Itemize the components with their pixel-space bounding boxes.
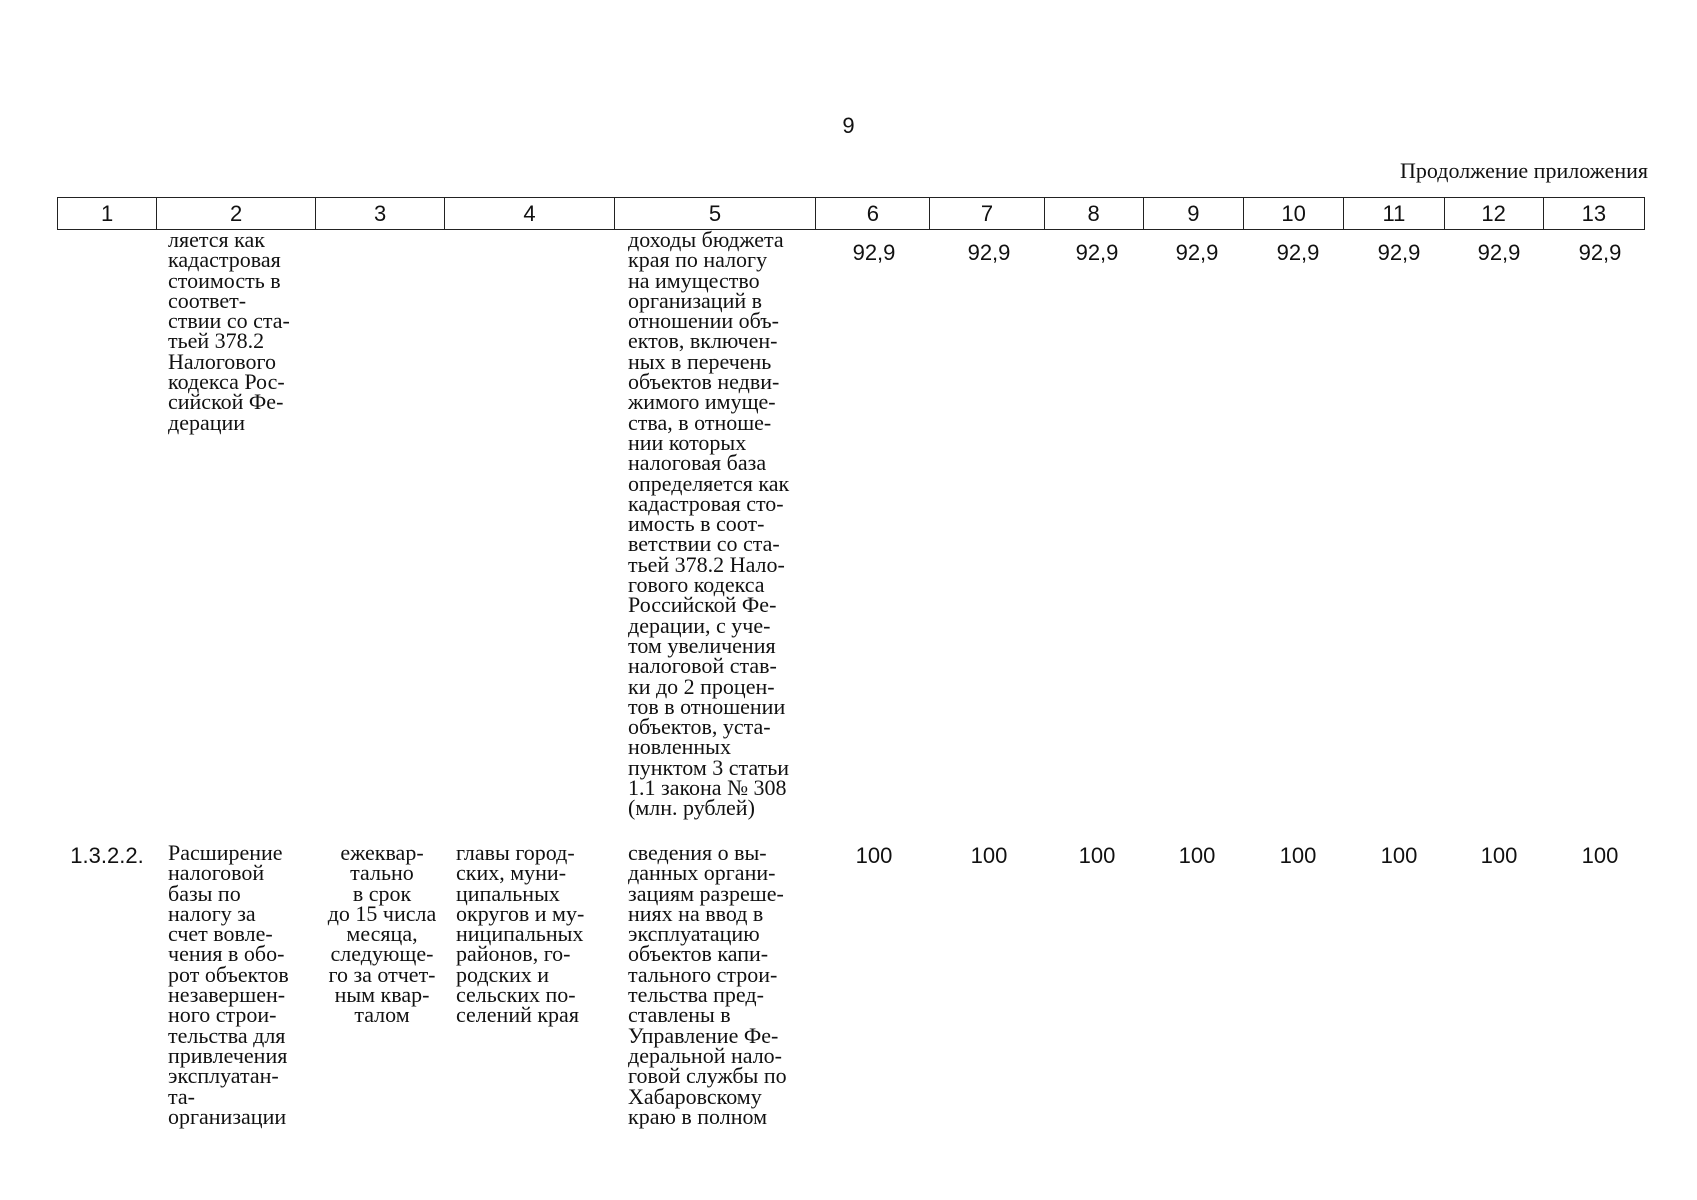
- header-cell-11: 11: [1344, 198, 1444, 229]
- header-cell-4: 4: [445, 198, 615, 229]
- row2-measure-text: Расширение налоговой базы по налогу за счет вовле- чения в обо- рот объектов незавершен- ного строи- тельства для привлечения эксплуатан- та- организации: [168, 840, 289, 1129]
- row1-value-col12: 92,9: [1477, 240, 1521, 265]
- row1-value-col6: 92,9: [852, 240, 896, 265]
- row2-indicator-text: сведения о вы- данных органи- зациям разреше- ниях на ввод в эксплуатацию объектов капи- тального строи- тельства пред- ставлены в Управление Фе- деральной нало- говой службы по Хабаровскому краю в полном: [628, 840, 787, 1129]
- row1-indicator-text: доходы бюджета края по налогу на имущество организаций в отношении объ- ектов, включен- ных в перечень объектов недви- жимого имуще- ства, в отноше- нии которых налоговая база определяется как кадастровая сто- имость в соот- ветствии со ста- тьей 378.2 Нало- гового кодекса Российской Фе- дерации, с уче- том увеличения налоговой став- ки до 2 процен- тов в отношении объектов, уста- новленных пунктом 3 статьи 1.1 закона № 308 (млн. рублей): [628, 227, 790, 821]
- row1-value-col13: 92,9: [1578, 240, 1622, 265]
- row1-value-col8: 92,9: [1075, 240, 1119, 265]
- header-cell-3: 3: [316, 198, 445, 229]
- row2-value-col9: 100: [1178, 843, 1216, 868]
- row2-deadline-text: ежеквар- тально в срок до 15 числа месяца, следующе- го за отчет- ным квар- талом: [327, 840, 437, 1028]
- row2-value-col13: 100: [1581, 843, 1619, 868]
- header-cell-7: 7: [930, 198, 1044, 229]
- row1-value-col10: 92,9: [1276, 240, 1320, 265]
- header-cell-10: 10: [1244, 198, 1344, 229]
- page-number: 9: [842, 113, 855, 138]
- row2-value-col12: 100: [1480, 843, 1518, 868]
- header-cell-12: 12: [1445, 198, 1544, 229]
- row2-value-col6: 100: [855, 843, 893, 868]
- header-cell-6: 6: [816, 198, 930, 229]
- row2-value-col10: 100: [1279, 843, 1317, 868]
- header-cell-5: 5: [615, 198, 816, 229]
- row2-responsible-text: главы город- ских, муни- ципальных округов и му- ниципальных районов, го- родских и сельских по- селений края: [456, 840, 585, 1028]
- table-header-row: [57, 197, 1645, 230]
- row2-value-col11: 100: [1380, 843, 1418, 868]
- row2-value-col8: 100: [1078, 843, 1116, 868]
- header-cell-13: 13: [1581, 200, 1607, 226]
- row1-value-col11: 92,9: [1377, 240, 1421, 265]
- row2-value-col7: 100: [970, 843, 1008, 868]
- continuation-label: Продолжение приложения: [1400, 158, 1648, 183]
- header-cell-1: 1: [58, 198, 157, 229]
- row1-value-col7: 92,9: [967, 240, 1011, 265]
- row1-measure-text: ляется как кадастровая стоимость в соответ- ствии со ста- тьей 378.2 Налогового кодекса Рос- сийской Фе- дерации: [168, 227, 290, 435]
- header-cell-9: 9: [1144, 198, 1244, 229]
- row2-item-number: 1.3.2.2.: [70, 843, 144, 868]
- header-cell-2: 2: [157, 198, 316, 229]
- header-cell-8: 8: [1045, 198, 1144, 229]
- row1-value-col9: 92,9: [1175, 240, 1219, 265]
